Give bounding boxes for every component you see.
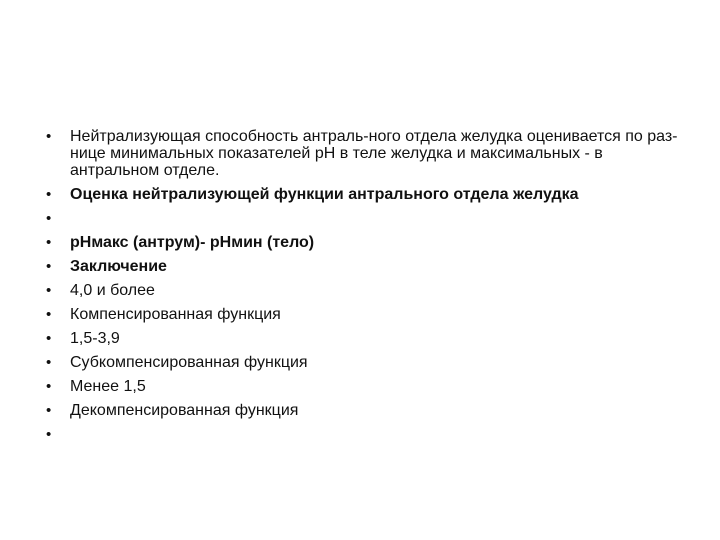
bullet-dot: • [46, 402, 52, 419]
bullet-dot: • [46, 426, 52, 443]
bullet-dot: • [46, 258, 52, 275]
bullet-dot: • [46, 234, 52, 251]
bullet-item-subcompensated [46, 354, 696, 371]
bullet-item-assessment-heading [46, 186, 696, 203]
bullet-dot: • [46, 128, 52, 145]
bullet-text: Менее 1,5 [70, 378, 146, 395]
bullet-dot: • [46, 354, 52, 371]
bullet-text: 4,0 и более [70, 282, 155, 299]
bullet-text: 1,5-3,9 [70, 330, 120, 347]
bullet-dot: • [46, 306, 52, 323]
bullet-text: Оценка нейтрализующей функции антрального отдела желудка [70, 186, 579, 203]
bullet-dot: • [46, 210, 52, 227]
bullet-text: Компенсированная функция [70, 306, 281, 323]
bullet-item-ph-formula [46, 234, 696, 251]
bullet-item-value-high [46, 282, 696, 299]
bullet-text: Субкомпенсированная функция [70, 354, 308, 371]
bullet-text: Нейтрализующая способность антраль-ного отдела желудка оценивается по раз-нице минимальных показателей pH в теле желудка и максимальных - в антральном отделе. [70, 128, 678, 179]
bullet-item-ph-description [46, 128, 696, 179]
bullet-text: pHмакс (антрум)- pHмин (тело) [70, 234, 315, 251]
bullet-item-conclusion-heading [46, 258, 696, 275]
bullet-item-empty-last [46, 426, 696, 443]
bullet-text: Заключение [70, 258, 167, 275]
bullet-item-decompensated [46, 402, 696, 419]
bullet-dot: • [46, 282, 52, 299]
bullet-dot: • [46, 330, 52, 347]
bullet-dot: • [46, 378, 52, 395]
bullet-dot: • [46, 186, 52, 203]
bullet-list [46, 128, 696, 450]
bullet-item-compensated [46, 306, 696, 323]
bullet-text: Декомпенсированная функция [70, 402, 299, 419]
bullet-item-value-low [46, 378, 696, 395]
bullet-item-empty [46, 210, 696, 227]
bullet-item-value-mid [46, 330, 696, 347]
